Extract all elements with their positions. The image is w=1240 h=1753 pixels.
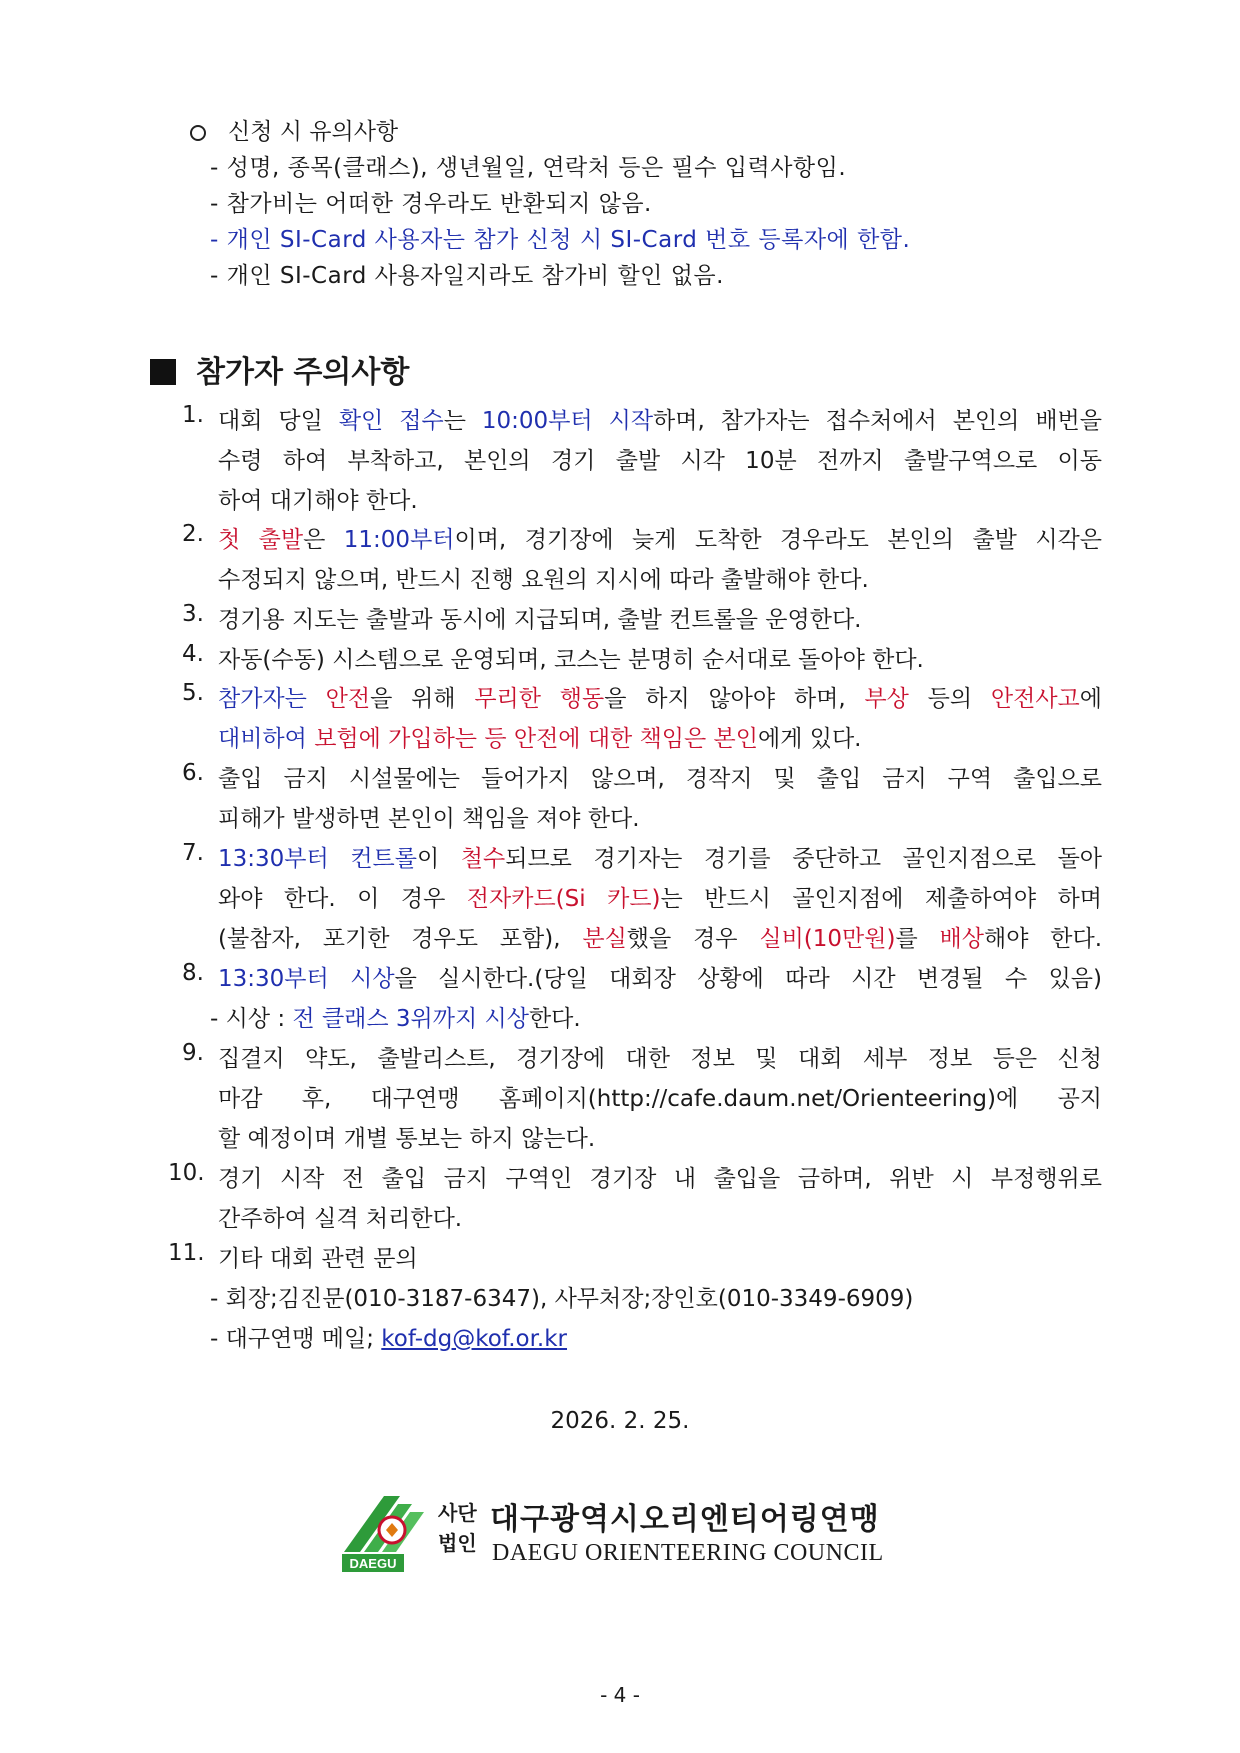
note-line: - 성명, 종목(클래스), 생년월일, 연락처 등은 필수 입력사항임. <box>210 155 847 181</box>
organization-signature <box>340 1490 900 1580</box>
email-link[interactable]: kof-dg@kof.or.kr <box>381 1326 568 1352</box>
item-line: 출입 금지 시설물에는 들어가지 않으며, 경작지 및 출입 금지 구역 출입으로 <box>218 766 1102 792</box>
org-name-korean: 대구광역시오리엔티어링연맹 <box>490 1502 880 1537</box>
item-number: 4. <box>182 641 204 667</box>
item-number: 9. <box>182 1040 204 1066</box>
black-square-icon <box>150 359 176 385</box>
org-name-english: DAEGU ORIENTEERING COUNCIL <box>492 1540 884 1566</box>
item-line: - 시상 : 전 클래스 3위까지 시상한다. <box>210 1006 581 1032</box>
note-line: - 개인 SI-Card 사용자일지라도 참가비 할인 없음. <box>210 263 724 289</box>
item-line: 대비하여 보험에 가입하는 등 안전에 대한 책임은 본인에게 있다. <box>218 726 862 752</box>
item-line: 하여 대기해야 한다. <box>218 488 418 514</box>
item-line: 13:30부터 시상을 실시한다.(당일 대회장 상황에 따라 시간 변경될 수 있음) <box>218 966 1103 992</box>
org-type-label: 사단 법인 <box>438 1501 477 1555</box>
item-number: 5. <box>182 680 204 706</box>
item-line: - 회장;김진문(010-3187-6347), 사무처장;장인호(010-3349-6909) <box>210 1286 914 1312</box>
logo-text: DAEGU <box>349 1556 397 1571</box>
document-date: 2026. 2. 25. <box>550 1408 690 1434</box>
item-number: 8. <box>182 960 204 986</box>
item-line: (불참자, 포기한 경우도 포함), 분실했을 경우 실비(10만원)를 배상해야 한다. <box>218 926 1103 952</box>
item-line: 수정되지 않으며, 반드시 진행 요원의 지시에 따라 출발해야 한다. <box>218 567 869 593</box>
item-line: 마감 후, 대구연맹 홈페이지(http://cafe.daum.net/Orienteering)에 공지 <box>218 1086 1102 1112</box>
item-line: 와야 한다. 이 경우 전자카드(Si 카드)는 반드시 골인지점에 제출하여야 하며 <box>218 886 1102 912</box>
item-number: 10. <box>168 1160 205 1186</box>
item-line: 기타 대회 관련 문의 <box>218 1246 418 1272</box>
section-title: 참가자 주의사항 <box>150 347 409 391</box>
page-number: - 4 - <box>600 1683 640 1707</box>
item-line: 13:30부터 컨트롤이 철수되므로 경기자는 경기를 중단하고 골인지점으로 돌아 <box>218 846 1103 872</box>
item-number: 2. <box>182 521 204 547</box>
item-line: 간주하여 실격 처리한다. <box>218 1206 463 1232</box>
item-line: 할 예정이며 개별 통보는 하지 않는다. <box>218 1126 596 1152</box>
item-line: 경기용 지도는 출발과 동시에 지급되며, 출발 컨트롤을 운영한다. <box>218 607 862 633</box>
item-line: 경기 시작 전 출입 금지 구역인 경기장 내 출입을 금하며, 위반 시 부정행위로 <box>218 1166 1102 1192</box>
item-line: 피해가 발생하면 본인이 책임을 져야 한다. <box>218 806 640 832</box>
circle-bullet-icon <box>190 125 206 141</box>
item-line: 첫 출발은 11:00부터이며, 경기장에 늦게 도착한 경우라도 본인의 출발 시각은 <box>218 527 1102 553</box>
item-number: 7. <box>182 840 204 866</box>
note-line: - 참가비는 어떠한 경우라도 반환되지 않음. <box>210 191 652 217</box>
daegu-orienteering-logo-icon <box>340 1490 430 1578</box>
item-number: 3. <box>182 601 204 627</box>
notes-heading: 신청 시 유의사항 <box>190 113 398 146</box>
item-number: 6. <box>182 760 204 786</box>
note-line: - 개인 SI-Card 사용자는 참가 신청 시 SI-Card 번호 등록자에 한함. <box>210 227 911 253</box>
item-number: 11. <box>168 1240 205 1266</box>
item-line: 수령 하여 부착하고, 본인의 경기 출발 시각 10분 전까지 출발구역으로 이동 <box>218 448 1102 474</box>
item-line: 자동(수동) 시스템으로 운영되며, 코스는 분명히 순서대로 돌아야 한다. <box>218 647 924 673</box>
item-line: 대회 당일 확인 접수는 10:00부터 시작하며, 참가자는 접수처에서 본인의 배번을 <box>218 408 1102 434</box>
item-number: 1. <box>182 402 204 428</box>
item-line: 참가자는 안전을 위해 무리한 행동을 하지 않아야 하며, 부상 등의 안전사고에 <box>218 686 1102 712</box>
item-line: 집결지 약도, 출발리스트, 경기장에 대한 정보 및 대회 세부 정보 등은 신청 <box>218 1046 1102 1072</box>
item-line: - 대구연맹 메일; kof-dg@kof.or.kr <box>210 1326 568 1352</box>
